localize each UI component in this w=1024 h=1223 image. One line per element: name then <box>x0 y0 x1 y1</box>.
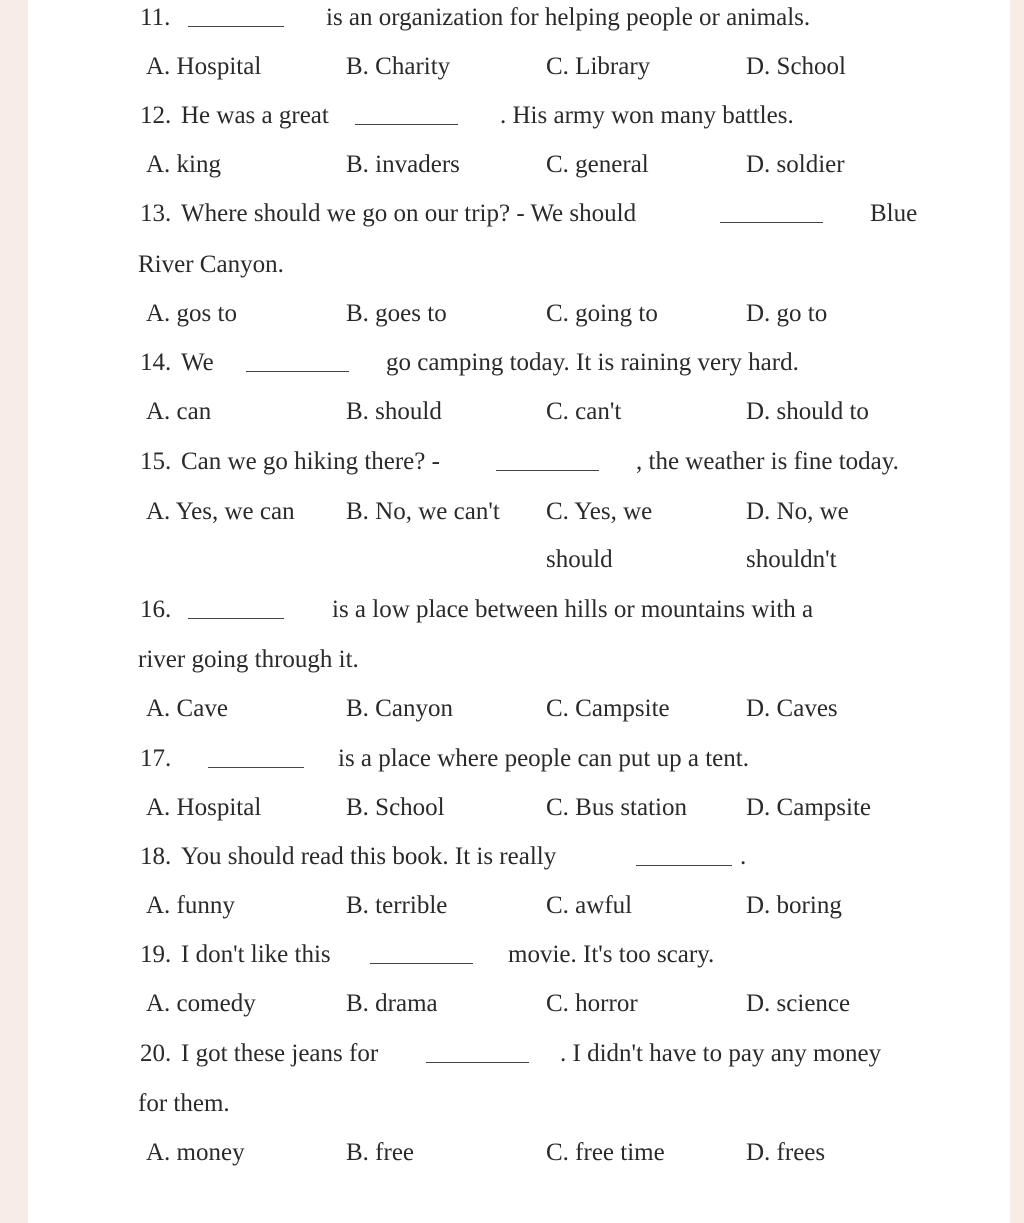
option-15-c-continuation[interactable]: should <box>546 546 613 573</box>
option-20-c[interactable]: C. free time <box>546 1139 665 1166</box>
question-18-number: 18. <box>140 843 172 870</box>
option-13-b[interactable]: B. goes to <box>346 300 447 327</box>
option-13-d[interactable]: D. go to <box>746 300 828 327</box>
option-12-c[interactable]: C. general <box>546 151 649 178</box>
question-15-after: , the weather is fine today. <box>636 448 899 475</box>
option-14-a[interactable]: A. can <box>146 398 212 425</box>
question-17-number: 17. <box>140 745 172 772</box>
option-15-b[interactable]: B. No, we can't <box>346 498 500 525</box>
question-19-before: I don't like this <box>181 941 331 968</box>
option-19-b[interactable]: B. drama <box>346 990 438 1017</box>
question-18-before: You should read this book. It is really <box>181 843 557 870</box>
answer-blank-17[interactable] <box>208 767 304 768</box>
worksheet <box>28 0 1010 1223</box>
question-20-before: I got these jeans for <box>181 1040 379 1067</box>
question-19-number: 19. <box>140 941 172 968</box>
option-20-d[interactable]: D. frees <box>746 1139 826 1166</box>
question-13-before: Where should we go on our trip? - We should <box>181 200 637 227</box>
option-17-a[interactable]: A. Hospital <box>146 794 262 821</box>
answer-blank-13[interactable] <box>720 222 823 223</box>
question-14-number: 14. <box>140 349 172 376</box>
option-19-c[interactable]: C. horror <box>546 990 638 1017</box>
option-18-c[interactable]: C. awful <box>546 892 633 919</box>
question-11-after: is an organization for helping people or animals. <box>326 4 811 31</box>
option-14-c[interactable]: C. can't <box>546 398 622 425</box>
answer-blank-19[interactable] <box>370 963 473 964</box>
question-11-number: 11. <box>140 4 171 31</box>
option-13-c[interactable]: C. going to <box>546 300 658 327</box>
option-16-a[interactable]: A. Cave <box>146 695 228 722</box>
option-18-d[interactable]: D. boring <box>746 892 842 919</box>
question-16-number: 16. <box>140 596 172 623</box>
option-15-c[interactable]: C. Yes, we <box>546 498 653 525</box>
option-11-b[interactable]: B. Charity <box>346 53 451 80</box>
question-13-number: 13. <box>140 200 172 227</box>
answer-blank-14[interactable] <box>246 371 349 372</box>
option-11-c[interactable]: C. Library <box>546 53 651 80</box>
option-16-c[interactable]: C. Campsite <box>546 695 670 722</box>
option-16-d[interactable]: D. Caves <box>746 695 838 722</box>
option-11-d[interactable]: D. School <box>746 53 846 80</box>
option-14-b[interactable]: B. should <box>346 398 442 425</box>
answer-blank-15[interactable] <box>496 470 599 471</box>
question-20-after: . I didn't have to pay any money <box>560 1040 882 1067</box>
question-17-after: is a place where people can put up a tent. <box>338 745 749 772</box>
answer-blank-12[interactable] <box>355 124 458 125</box>
question-19-after: movie. It's too scary. <box>508 941 715 968</box>
question-15-before: Can we go hiking there? - <box>181 448 440 475</box>
question-14-after: go camping today. It is raining very hard. <box>386 349 799 376</box>
option-11-a[interactable]: A. Hospital <box>146 53 262 80</box>
option-15-d[interactable]: D. No, we <box>746 498 849 525</box>
option-17-c[interactable]: C. Bus station <box>546 794 687 821</box>
option-19-d[interactable]: D. science <box>746 990 851 1017</box>
question-13-after: Blue <box>870 200 918 227</box>
option-15-a[interactable]: A. Yes, we can <box>146 498 295 525</box>
option-14-d[interactable]: D. should to <box>746 398 869 425</box>
option-17-d[interactable]: D. Campsite <box>746 794 871 821</box>
option-16-b[interactable]: B. Canyon <box>346 695 453 722</box>
option-20-b[interactable]: B. free <box>346 1139 415 1166</box>
option-19-a[interactable]: A. comedy <box>146 990 256 1017</box>
option-20-a[interactable]: A. money <box>146 1139 245 1166</box>
option-15-d-continuation[interactable]: shouldn't <box>746 546 837 573</box>
question-13-continuation: River Canyon. <box>138 251 284 278</box>
option-18-b[interactable]: B. terrible <box>346 892 448 919</box>
option-18-a[interactable]: A. funny <box>146 892 235 919</box>
question-16-continuation: river going through it. <box>138 646 359 673</box>
question-20-number: 20. <box>140 1040 172 1067</box>
question-15-number: 15. <box>140 448 172 475</box>
question-18-after: . <box>740 843 747 870</box>
question-20-continuation: for them. <box>138 1090 230 1117</box>
answer-blank-18[interactable] <box>636 865 732 866</box>
question-16-after: is a low place between hills or mountains with a <box>332 596 814 623</box>
option-12-d[interactable]: D. soldier <box>746 151 845 178</box>
option-17-b[interactable]: B. School <box>346 794 445 821</box>
answer-blank-20[interactable] <box>426 1062 529 1063</box>
question-12-after: . His army won many battles. <box>500 102 794 129</box>
question-12-before: He was a great <box>181 102 329 129</box>
option-12-b[interactable]: B. invaders <box>346 151 460 178</box>
option-13-a[interactable]: A. gos to <box>146 300 237 327</box>
answer-blank-11[interactable] <box>188 26 284 27</box>
answer-blank-16[interactable] <box>188 618 284 619</box>
question-14-before: We <box>181 349 214 376</box>
option-12-a[interactable]: A. king <box>146 151 221 178</box>
question-12-number: 12. <box>140 102 172 129</box>
